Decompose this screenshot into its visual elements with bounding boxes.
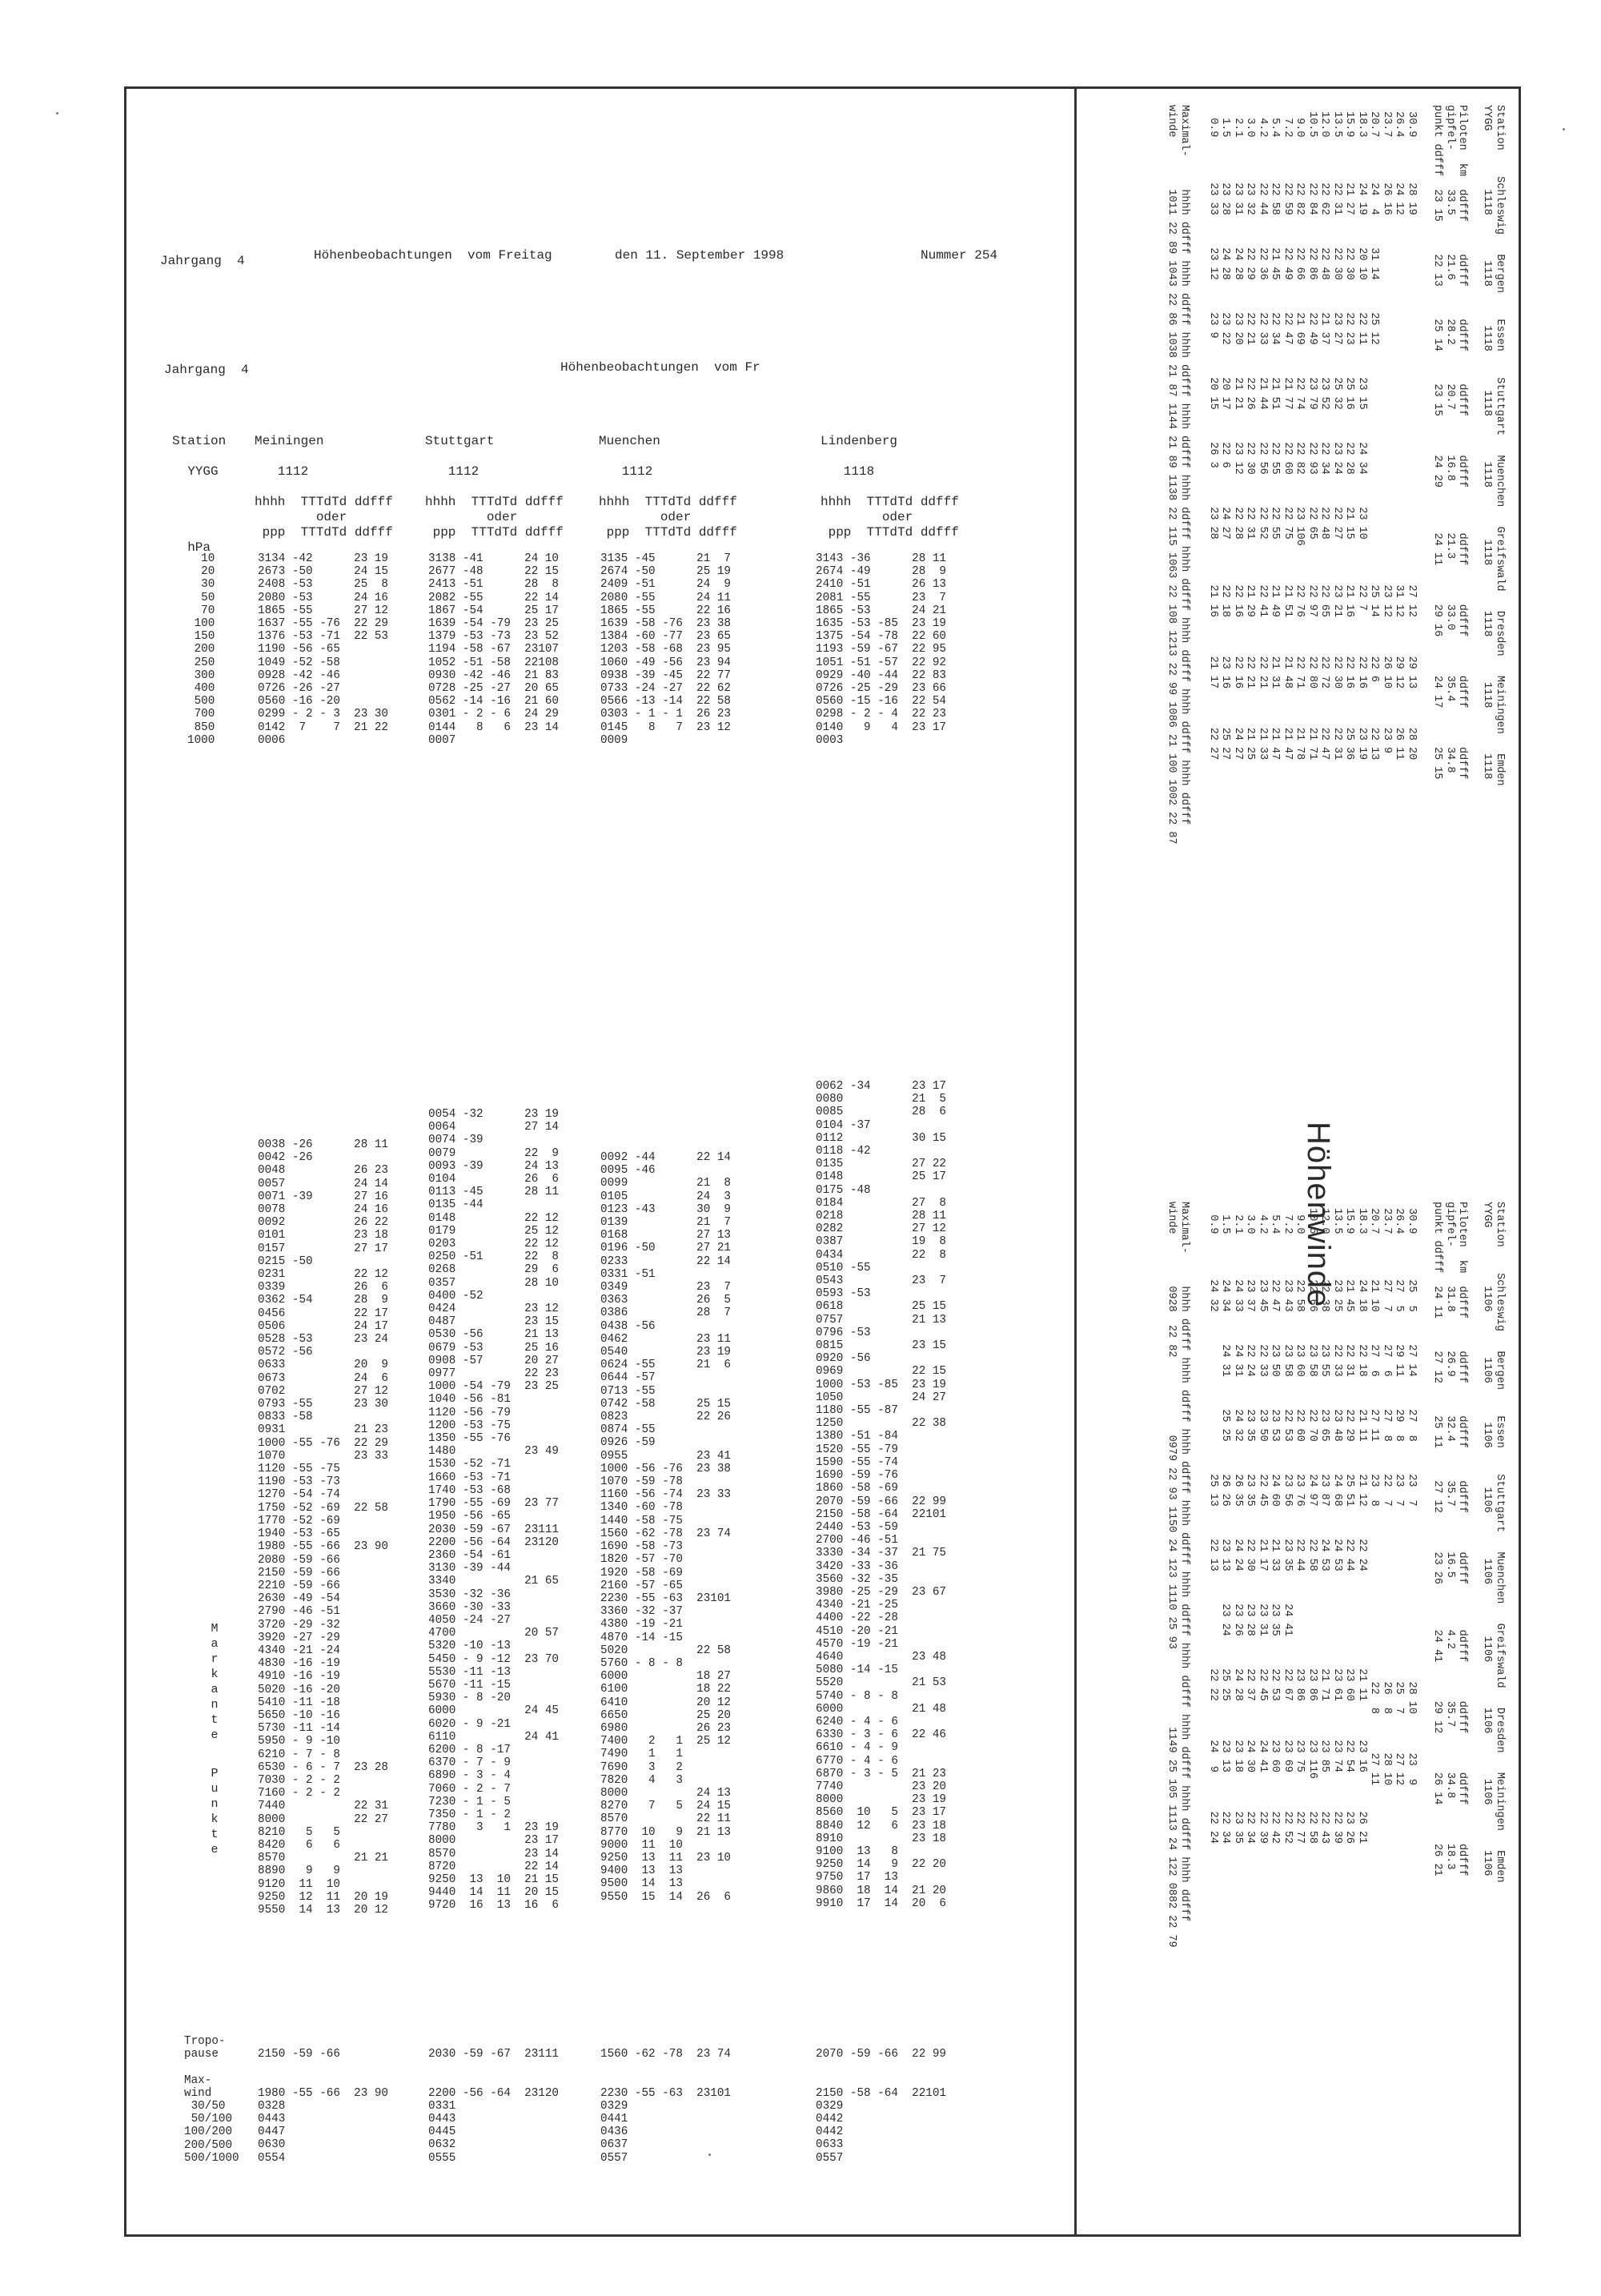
- jahrgang-label: Jahrgang 4: [160, 254, 245, 268]
- markante-letter: t: [211, 1713, 219, 1727]
- winde-1118-max: Maximal- hhhh ddfff hhhh ddfff hhhh ddfff hhhh ddfff hhhh ddfff hhhh ddfff hhhh ddfff hhhh ddfff hhhh ddfff winde 1011 22 89 1043 22 86 1038 21 87 1144 21 89 1138 22 115 1063 22 108 1213 22 99 1086 21 100 1002 22 87: [1166, 105, 1190, 845]
- sig-muenchen: 0092 -44 22 14 0095 -46 0099 21 8 0105 24 3 0123 -43 30 9 0139 21 7 0168 27 13 0196 -50 27 21 0233 22 14 0331 -51 0349 23 7 0363 26 5 0386 28 7 0438 -56 0462 23 11 0540 23 19 0624 -55 21 6 0644 -57 0713 -55 0742 -58 25 15 0823 22 26 0874 -55 0926 -59 0955 23 41 1000 -56 -76 23 38 1070 -59 -78 1160 -56 -74 23 33 1340 -60 -78 1440 -58 -75 1560 -62 -78 23 74 1690 -58 -73 1820 -57 -70 1920 -58 -69 2160 -57 -65 2230 -55 -63 23101 3360 -32 -37 4380 -19 -21 4870 -14 -15 5020 22 58 5760 - 8 - 8 6000 18 27 6100 18 22 6410 20 12 6650 25 20 6980 26 23 7400 2 1 25 12 7490 1 1 7690 3 2 7820 4 3 8000 24 13 8270 7 5 24 15 8570 22 11 8770 10 9 21 13 9000 11 10 9250 13 11 23 10 9400 13 13 9500 14 13 9550 15 14 26 6: [600, 1151, 732, 1904]
- levels-meiningen: 3134 -42 23 19 2673 -50 24 15 2408 -53 25 8 2080 -53 24 16 1865 -55 27 12 1637 -55 -76 22 29 1376 -53 -71 22 53 1190 -56 -65 1049 -52 -58 0928 -42 -46 0726 -26 -27 0560 -16 -20 0299 - 2 - 3 23 30 0142 7 7 21 22 0006: [258, 552, 389, 747]
- hoehenwinde-panel: [1077, 89, 1519, 2234]
- label-punkte: [207, 1766, 223, 1857]
- scan-dot: [708, 2154, 711, 2156]
- bottom-muenchen: 1560 -62 -78 23 74 2230 -55 -63 23101 0329 0441 0436 0637 0557: [600, 2048, 732, 2165]
- date-label: den 11. September 1998: [615, 248, 784, 263]
- issue-number: Nummer 254: [921, 248, 998, 263]
- bottom-labels: Tropo- pause Max- wind 30/50 50/100 100/200 200/500 500/1000: [184, 2035, 239, 2165]
- station-col-lindenberg: Lindenberg 1118 hhhh TTTdTd ddfff oder ppp TTTdTd ddfff: [821, 434, 959, 540]
- station-col-muenchen: Muenchen 1112 hhhh TTTdTd ddfff oder ppp TTTdTd ddfff: [599, 434, 737, 540]
- sig-lindenberg: 0062 -34 23 17 0080 21 5 0085 28 6 0104 -37 0112 30 15 0118 -42 0135 27 22 0148 25 17 0175 -48 0184 27 8 0218 28 11 0282 27 12 0387 19 8 0434 22 8 0510 -55 0543 23 7 0593 -53 0618 25 15 0757 21 13 0796 -53 0815 23 15 0920 -56 0969 22 15 1000 -53 -85 23 19 1050 24 27 1180 -55 -87 1250 22 38 1380 -51 -84 1520 -55 -79 1590 -55 -74 1690 -59 -76 1860 -58 -69 2070 -59 -66 22 99 2150 -58 -64 22101 2440 -53 -59 2700 -46 -51 3330 -34 -37 21 75 3420 -33 -36 3560 -32 -35 3980 -25 -29 23 67 4340 -21 -25 4400 -22 -28 4510 -20 -21 4570 -19 -21 4640 23 48 5080 -14 -15 5520 21 53 5740 - 8 - 8 6000 21 48 6240 - 4 - 6 6330 - 3 - 6 22 46 6610 - 4 - 9 6770 - 4 - 6 6870 - 3 - 5 21 23 7740 23 20 8000 23 19 8560 10 5 23 17 8840 12 6 23 18 8910 23 18 9100 13 8 9250 14 9 22 20 9750 17 13 9860 18 14 21 20 9910 17 14 20 6: [816, 1080, 947, 1910]
- punkte-letter: n: [211, 1797, 219, 1811]
- levels-stuttgart: 3138 -41 24 10 2677 -48 22 15 2413 -51 28 8 2082 -55 22 14 1867 -54 25 17 1639 -54 -79 23 25 1379 -53 -73 23 52 1194 -58 -67 23107 1052 -51 -58 22108 0930 -42 -46 21 83 0728 -25 -27 20 65 0562 -14 -16 21 60 0301 - 2 - 6 24 29 0144 8 6 23 14 0007: [428, 552, 560, 747]
- markante-letter: e: [211, 1728, 219, 1742]
- jahrgang-label-2: Jahrgang 4: [164, 363, 249, 377]
- winde-1118-header: Station Schleswig Bergen Essen Stuttgart Muenchen Greifswald Dresden Meiningen Emden YYGG 1118 1118 1118 1118 1118 1118 1118 1118 1118 Piloten km ddfff ddfff ddfff ddfff ddfff ddfff ddfff ddfff ddfff gipfel- 33.5 21.6 28.2 20.7 16.8 21.3 33.0 35.4 34.8 punkt ddfff 23 15 22 13 25 14 23 15 24 29 24 11 29 16 24 17 25 15: [1431, 105, 1506, 786]
- punkte-letter: u: [211, 1782, 219, 1796]
- winde-1106-header: Station Schleswig Bergen Essen Stuttgart Muenchen Greifswald Dresden Meiningen Emden YYGG 1106 1106 1106 1106 1106 1106 1106 1106 1106 Piloten km ddfff ddfff ddfff ddfff ddfff ddfff ddfff ddfff ddfff gipfel- 31.8 26.9 32.4 35.7 16.5 4.2 35.7 34.8 18.3 punkt ddfff 24 11 27 12 25 11 27 12 23 26 24 41 29 12 26 14 26 21: [1431, 1202, 1506, 1883]
- punkte-letter: P: [211, 1767, 219, 1780]
- bottom-lindenberg: 2070 -59 -66 22 99 2150 -58 -64 22101 0329 0442 0442 0633 0557: [816, 2048, 947, 2165]
- punkte-letter: t: [211, 1828, 219, 1841]
- markante-letter: a: [211, 1683, 219, 1696]
- markante-letter: k: [211, 1668, 219, 1681]
- station-header-labels: Station YYGG hPa: [172, 434, 227, 555]
- station-col-stuttgart: Stuttgart 1112 hhhh TTTdTd ddfff oder ppp TTTdTd ddfff: [425, 434, 564, 540]
- bottom-stuttgart: 2030 -59 -67 23111 2200 -56 -64 23120 0331 0443 0445 0632 0555: [428, 2048, 560, 2165]
- scan-dot: [1563, 128, 1565, 130]
- markante-letter: n: [211, 1698, 219, 1712]
- punkte-letter: e: [211, 1843, 219, 1856]
- winde-1118-rows: 30.9 28 19 27 12 29 13 28 20 26.4 24 12 31 12 29 12 26 11 23.7 26 16 23 12 26 10 23 9 20.7 24 4 31 14 25 12 25 14 22 6 22 13 18.3 24 19 20 10 22 11 23 15 24 34 23 10 22 7 22 16 23 19 15.9 21 27 22 30 22 23 25 16 22 28 21 15 21 16 22 16 25 36 13.5 22 31 22 30 23 27 25 32 23 24 22 27 23 21 22 30 22 31 12.0 22 62 22 48 21 37 23 52 22 34 22 48 22 65 22 72 22 47 10.5 22 84 22 86 22 49 23 79 22 93 22 65 22 97 22 80 21 71 9.0 22 82 22 66 21 69 22 74 22 82 23 106 22 76 22 71 21 78 7.2 22 59 22 49 22 47 21 77 22 60 22 75 21 51 21 48 21 47 5.4 22 58 21 45 22 34 21 51 22 55 22 55 21 49 21 31 21 47 4.2 22 44 22 36 22 33 21 44 22 56 22 52 22 41 22 21 21 33 3.0 23 32 22 29 22 21 22 26 22 30 22 31 21 29 22 21 21 25 2.1 23 31 24 28 23 20 21 21 23 12 22 28 22 16 22 16 24 27 1.5 23 28 24 28 23 22 20 17 22 6 24 27 22 18 23 16 25 27 0.9 23 33 23 12 23 9 20 15 26 3 23 28 21 16 21 17 22 27: [1207, 111, 1418, 761]
- winde-1106-rows: 30.9 25 5 27 14 27 8 23 7 28 10 23 9 26.4 27 5 29 11 29 8 23 7 25 7 27 12 23.7 27 7 27 6 27 8 22 7 26 8 28 10 20.7 21 10 27 6 27 11 23 8 22 8 27 11 18.3 24 18 22 18 21 11 21 12 22 24 21 11 23 16 26 21 15.9 21 45 22 31 22 29 25 51 22 44 23 60 22 54 23 26 13.5 23 25 22 33 23 48 24 68 24 53 23 61 23 74 22 39 12.0 22 38 23 55 23 65 23 87 24 53 21 71 23 85 22 43 10.5 22 66 23 58 22 70 24 97 22 58 23 86 23 116 22 58 9.0 22 58 23 60 22 60 23 76 22 44 23 86 23 75 22 77 7.2 23 43 23 58 22 53 23 56 23 35 24 41 22 67 23 69 22 52 5.4 22 47 23 50 23 53 24 60 21 33 23 35 22 53 23 60 22 42 4.2 23 45 22 33 23 50 22 45 21 17 23 31 22 45 24 41 22 39 3.0 23 37 22 24 23 35 23 35 22 30 23 28 22 37 24 30 22 34 2.1 24 33 24 31 24 32 26 35 24 24 23 26 24 28 23 18 23 35 1.5 24 34 24 31 25 25 26 26 23 13 23 24 25 25 23 13 22 34 0.9 24 32 25 13 22 13 22 22 24 9 22 24: [1207, 1208, 1418, 1844]
- hpa-levels: 10 20 30 50 70 100 150 200 250 300 400 500 700 850 1000: [187, 552, 215, 747]
- levels-muenchen: 3135 -45 21 7 2674 -50 25 19 2409 -51 24 9 2080 -55 24 11 1865 -55 22 16 1639 -58 -76 23 38 1384 -60 -77 23 65 1203 -58 -68 23 95 1060 -49 -56 23 94 0938 -39 -45 22 77 0733 -24 -27 22 62 0566 -13 -14 22 58 0303 - 1 - 1 26 23 0145 8 7 23 12 0009: [600, 552, 732, 747]
- hoehenwinde-title: Höhenwinde: [1301, 1122, 1336, 1308]
- station-col-meiningen: Meiningen 1112 hhhh TTTdTd ddfff oder ppp TTTdTd ddfff: [255, 434, 393, 540]
- sig-meiningen: 0038 -26 28 11 0042 -26 0048 26 23 0057 24 14 0071 -39 27 16 0078 24 16 0092 26 22 0101 23 18 0157 27 17 0215 -50 0231 22 12 0339 26 6 0362 -54 28 9 0456 22 17 0506 24 17 0528 -53 23 24 0572 -56 0633 20 9 0673 24 6 0702 27 12 0793 -55 23 30 0833 -58 0931 21 23 1000 -55 -76 22 29 1070 23 33 1120 -55 -75 1190 -53 -73 1270 -54 -74 1750 -52 -69 22 58 1770 -52 -69 1940 -53 -65 1980 -55 -66 23 90 2080 -59 -66 2150 -59 -66 2210 -59 -66 2630 -49 -54 2790 -46 -51 3720 -29 -32 3920 -27 -29 4340 -21 -24 4830 -16 -19 4910 -16 -19 5020 -16 -20 5410 -11 -18 5650 -10 -16 5730 -11 -14 5950 - 9 -10 6210 - 7 - 8 6530 - 6 - 7 23 28 7030 - 2 - 2 7160 - 2 - 2 7440 22 31 8000 22 27 8210 5 5 8420 6 6 8570 21 21 8890 9 9 9120 11 10 9250 12 11 20 19 9550 14 13 20 12: [258, 1138, 389, 1917]
- label-markante: [207, 1621, 223, 1743]
- markante-letter: M: [211, 1622, 219, 1636]
- markante-letter: a: [211, 1637, 219, 1651]
- markante-letter: r: [211, 1652, 219, 1666]
- levels-lindenberg: 3143 -36 28 11 2674 -49 28 9 2410 -51 26 13 2081 -55 23 7 1865 -53 24 21 1635 -53 -85 23 19 1375 -54 -78 22 60 1193 -59 -67 22 95 1051 -51 -57 22 92 0929 -40 -44 22 83 0726 -25 -29 23 66 0560 -15 -16 22 54 0298 - 2 - 4 22 23 0140 9 4 23 17 0003: [816, 552, 947, 747]
- page-title: Höhenbeobachtungen vom Freitag: [314, 248, 552, 263]
- bottom-meiningen: 2150 -59 -66 1980 -55 -66 23 90 0328 0443 0447 0630 0554: [258, 2048, 389, 2165]
- scan-dot: [56, 112, 58, 114]
- winde-1106-max: Maximal- hhhh ddfff hhhh ddfff hhhh ddfff hhhh ddfff hhhh ddfff hhhh ddfff hhhh ddfff hhhh ddfff hhhh ddfff winde 0928 22 82 0979 22 93 1150 24 123 1110 25 93 1149 25 105 1113 24 122 0882 22 79: [1166, 1202, 1190, 1948]
- punkte-letter: k: [211, 1812, 219, 1826]
- page-title-2: Höhenbeobachtungen vom Fr: [560, 360, 760, 375]
- sig-stuttgart: 0054 -32 23 19 0064 27 14 0074 -39 0079 22 9 0093 -39 24 13 0104 26 6 0113 -45 28 11 0135 -44 0148 22 12 0179 25 12 0203 22 12 0250 -51 22 8 0268 29 6 0357 28 10 0400 -52 0424 23 12 0487 23 15 0530 -56 21 13 0679 -53 25 16 0908 -57 20 27 0977 22 23 1000 -54 -79 23 25 1040 -56 -81 1120 -56 -79 1200 -53 -75 1350 -55 -76 1480 23 49 1530 -52 -71 1660 -53 -71 1740 -53 -68 1790 -55 -69 23 77 1950 -56 -65 2030 -59 -67 23111 2200 -56 -64 23120 2360 -54 -61 3130 -39 -44 3340 21 65 3530 -32 -36 3660 -30 -33 4050 -24 -27 4700 20 57 5320 -10 -13 5450 - 9 -12 23 70 5530 -11 -13 5670 -11 -15 5930 - 8 -20 6000 24 45 6020 - 9 -21 6110 24 41 6200 - 8 -17 6370 - 7 - 9 6890 - 3 - 4 7060 - 2 - 7 7230 - 1 - 5 7350 - 1 - 2 7780 3 1 23 19 8000 23 17 8570 23 14 8720 22 14 9250 13 10 21 15 9440 14 11 20 15 9720 16 13 16 6: [428, 1108, 560, 1913]
